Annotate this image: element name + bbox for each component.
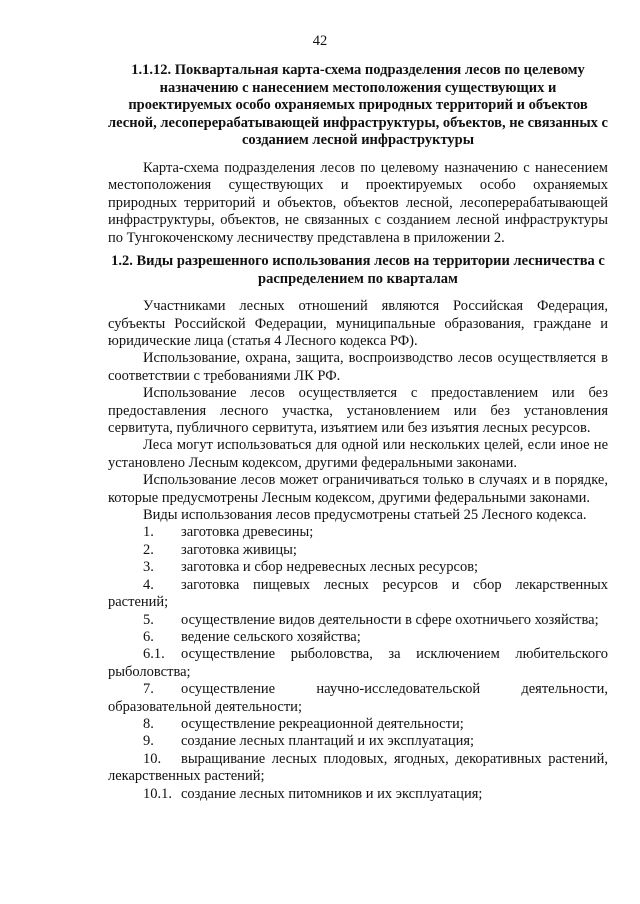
list-text: создание лесных питомников и их эксплуатация; xyxy=(181,785,483,802)
list-number: 8. xyxy=(143,715,154,732)
list-text: создание лесных плантаций и их эксплуатация; xyxy=(181,733,475,750)
list-text: осуществление рыболовства, за исключением любительского рыболовства; xyxy=(108,646,608,680)
list-item xyxy=(108,733,608,750)
list-text: заготовка пищевых лесных ресурсов и сбор лекарственных растений; xyxy=(108,576,608,611)
list-number: 3. xyxy=(143,559,154,576)
list-number: 9. xyxy=(143,733,154,750)
paragraph: Леса могут использоваться для одной или нескольких целей, если иное не установлено Лесным кодексом, другими федеральными законами. xyxy=(108,437,608,471)
paragraph: Использование лесов может ограничиваться только в случаях и в порядке, которые предусмотрены Лесным кодексом, другими федеральными законами. xyxy=(108,472,608,506)
list-item xyxy=(108,612,608,629)
list-text: выращивание лесных плодовых, ягодных, декоративных растений, лекарственных растений; xyxy=(108,750,608,785)
list-number: 5. xyxy=(143,611,154,628)
list-text: осуществление научно-исследовательской деятельности, образовательной деятельности; xyxy=(108,681,608,715)
list-item xyxy=(108,751,608,786)
section-1-1-12-paragraph: Карта-схема подразделения лесов по целевому назначению с нанесением местоположения существующих и проектируемых особо охраняемых природных территорий и объектов, объектов лесной, лесоперерабатывающей инфраструктуры, объектов, не связанных с созданием лесной инфраструктуры по Тунгокоченскому лесничеству представлена в приложении 2. xyxy=(108,159,608,246)
list-item xyxy=(108,629,608,646)
list-item xyxy=(108,559,608,576)
list-text: заготовка живицы; xyxy=(181,541,297,558)
list-item xyxy=(108,786,608,803)
list-number: 10.1. xyxy=(143,785,172,802)
list-number: 7. xyxy=(143,681,154,698)
list-number: 6. xyxy=(143,628,154,645)
paragraph: Участниками лесных отношений являются Российская Федерация, субъекты Российской Федерации, муниципальные образования, граждане и юридические лица (статья 4 Лесного кодекса РФ). xyxy=(108,298,608,349)
list-item xyxy=(108,681,608,716)
paragraph: Использование, охрана, защита, воспроизводство лесов осуществляется в соответствии с требованиями ЛК РФ. xyxy=(108,350,608,384)
list-item xyxy=(108,646,608,681)
list-text: осуществление рекреационной деятельности; xyxy=(181,715,464,732)
list-text: заготовка древесины; xyxy=(181,524,314,541)
page-content xyxy=(108,62,608,803)
list-item xyxy=(108,716,608,733)
list-item xyxy=(108,524,608,541)
list-number: 10. xyxy=(143,750,162,767)
list-text: заготовка и сбор недревесных лесных ресурсов; xyxy=(181,559,479,576)
list-text: осуществление видов деятельности в сфере охотничьего хозяйства; xyxy=(181,611,599,628)
page-number: 42 xyxy=(312,33,328,49)
list-number: 2. xyxy=(143,541,154,558)
list-item xyxy=(108,577,608,612)
paragraph: Виды использования лесов предусмотрены статьей 25 Лесного кодекса. xyxy=(143,507,587,524)
list-number: 6.1. xyxy=(143,646,165,663)
section-heading-1-1-12: 1.1.12. Поквартальная карта-схема подразделения лесов по целевому назначению с нанесением местоположения существующих и проектируемых особо охраняемых природных территорий и объектов лесной, лесоперерабатывающей инфраструктуры, объектов, не связанных с созданием лесной инфраструктуры xyxy=(108,62,608,149)
paragraph: Использование лесов осуществляется с предоставлением или без предоставления лесного участка, установлением или без установления сервитута, публичного сервитута, изъятием или без изъятия лесных ресурсов. xyxy=(108,385,608,437)
list-item xyxy=(108,542,608,559)
list-number: 1. xyxy=(143,524,154,541)
list-number: 4. xyxy=(143,576,154,593)
list-text: ведение сельского хозяйства; xyxy=(181,628,361,645)
section-heading-1-2: 1.2. Виды разрешенного использования лесов на территории лесничества с распределением по кварталам xyxy=(111,253,605,287)
